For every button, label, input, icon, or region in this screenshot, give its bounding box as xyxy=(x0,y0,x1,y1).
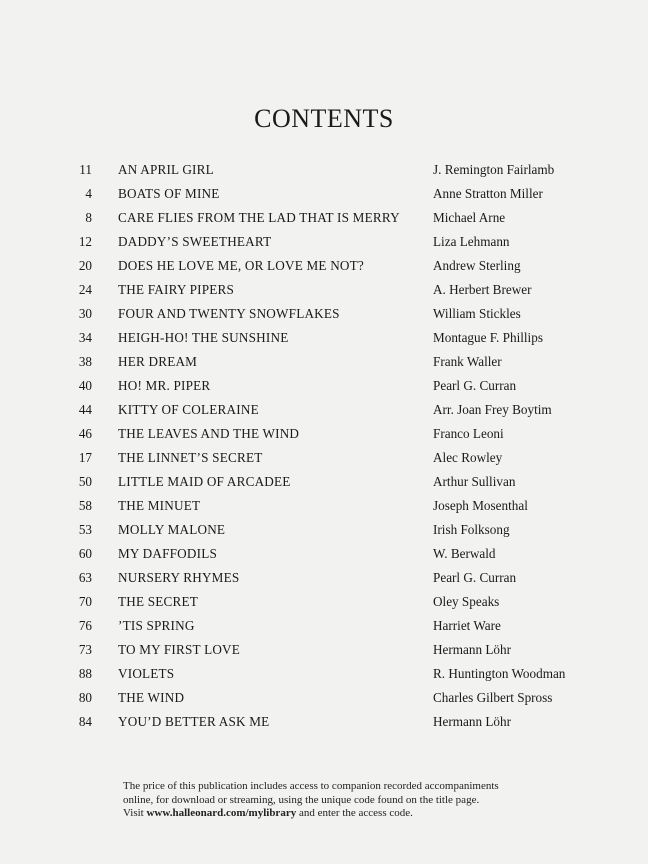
page-number: 50 xyxy=(78,474,92,489)
contents-entry[interactable] xyxy=(0,470,648,494)
contents-entry[interactable] xyxy=(0,590,648,614)
page-number: 4 xyxy=(85,186,92,201)
page-number: 11 xyxy=(79,162,92,177)
contents-entry[interactable] xyxy=(0,158,648,182)
page-number: 60 xyxy=(78,546,92,561)
page-number: 58 xyxy=(78,498,92,513)
page-number: 8 xyxy=(85,210,92,225)
song-title: BOATS OF MINE xyxy=(118,186,220,201)
contents-entry[interactable] xyxy=(0,614,648,638)
contents-list xyxy=(0,158,648,734)
song-title: THE LEAVES AND THE WIND xyxy=(118,426,300,441)
song-title: THE MINUET xyxy=(118,498,201,513)
contents-entry[interactable] xyxy=(0,206,648,230)
page-number: 76 xyxy=(78,618,92,633)
composer-name: Andrew Sterling xyxy=(433,258,521,273)
song-title: DADDY’S SWEETHEART xyxy=(118,234,272,249)
contents-entry[interactable] xyxy=(0,446,648,470)
contents-entry[interactable] xyxy=(0,278,648,302)
composer-name: Alec Rowley xyxy=(433,450,503,465)
composer-name: Joseph Mosenthal xyxy=(433,498,528,513)
song-title: THE FAIRY PIPERS xyxy=(118,282,235,297)
page-number: 53 xyxy=(78,522,92,537)
song-title: LITTLE MAID OF ARCADEE xyxy=(118,474,291,489)
page-number: 73 xyxy=(78,642,92,657)
footer-text: and enter the access code. xyxy=(296,807,413,819)
page-title: CONTENTS xyxy=(254,104,394,133)
composer-name: Liza Lehmann xyxy=(433,234,510,249)
composer-name: Harriet Ware xyxy=(433,618,501,633)
composer-name: Michael Arne xyxy=(433,210,506,225)
contents-entry[interactable] xyxy=(0,638,648,662)
contents-entry[interactable] xyxy=(0,374,648,398)
footer-line xyxy=(123,807,563,821)
library-link[interactable]: www.halleonard.com/mylibrary xyxy=(146,807,297,819)
contents-entry[interactable] xyxy=(0,686,648,710)
song-title: NURSERY RHYMES xyxy=(118,570,240,585)
page-number: 20 xyxy=(78,258,92,273)
contents-entry[interactable] xyxy=(0,254,648,278)
composer-name: R. Huntington Woodman xyxy=(433,666,566,681)
contents-entry[interactable] xyxy=(0,566,648,590)
contents-entry[interactable] xyxy=(0,494,648,518)
composer-name: Pearl G. Curran xyxy=(433,378,517,393)
page-number: 12 xyxy=(78,234,92,249)
composer-name: Anne Stratton Miller xyxy=(433,186,543,201)
composer-name: Hermann Löhr xyxy=(433,714,511,729)
page-number: 38 xyxy=(78,354,92,369)
composer-name: William Stickles xyxy=(433,306,521,321)
contents-entry[interactable] xyxy=(0,518,648,542)
song-title: HO! MR. PIPER xyxy=(118,378,211,393)
footer-text: Visit xyxy=(123,807,147,819)
song-title: THE LINNET’S SECRET xyxy=(118,450,263,465)
contents-entry[interactable] xyxy=(0,422,648,446)
song-title: AN APRIL GIRL xyxy=(118,162,214,177)
composer-name: Oley Speaks xyxy=(433,594,500,609)
contents-entry[interactable] xyxy=(0,398,648,422)
page-number: 80 xyxy=(78,690,92,705)
song-title: HEIGH-HO! THE SUNSHINE xyxy=(118,330,289,345)
composer-name: Montague F. Phillips xyxy=(433,330,543,345)
contents-entry[interactable] xyxy=(0,182,648,206)
contents-entry[interactable] xyxy=(0,350,648,374)
song-title: THE WIND xyxy=(118,690,185,705)
song-title: TO MY FIRST LOVE xyxy=(118,642,241,657)
song-title: MOLLY MALONE xyxy=(118,522,226,537)
song-title: CARE FLIES FROM THE LAD THAT IS MERRY xyxy=(118,210,400,225)
composer-name: Frank Waller xyxy=(433,354,502,369)
composer-name: Pearl G. Curran xyxy=(433,570,517,585)
song-title: HER DREAM xyxy=(118,354,198,369)
page-number: 70 xyxy=(78,594,92,609)
song-title: MY DAFFODILS xyxy=(118,546,218,561)
page-number: 24 xyxy=(78,282,92,297)
contents-entry[interactable] xyxy=(0,302,648,326)
contents-entry[interactable] xyxy=(0,662,648,686)
composer-name: Irish Folksong xyxy=(433,522,510,537)
composer-name: Hermann Löhr xyxy=(433,642,511,657)
song-title: FOUR AND TWENTY SNOWFLAKES xyxy=(118,306,340,321)
footer-note xyxy=(123,780,563,821)
page-number: 34 xyxy=(78,330,92,345)
composer-name: A. Herbert Brewer xyxy=(433,282,532,297)
song-title: VIOLETS xyxy=(118,666,175,681)
footer-line: online, for download or streaming, using the unique code found on the title page. xyxy=(123,793,480,806)
contents-entry[interactable] xyxy=(0,326,648,350)
song-title: DOES HE LOVE ME, OR LOVE ME NOT? xyxy=(118,258,364,273)
song-title: THE SECRET xyxy=(118,594,199,609)
song-title: KITTY OF COLERAINE xyxy=(118,402,259,417)
page-number: 40 xyxy=(78,378,92,393)
page-number: 88 xyxy=(78,666,92,681)
page-number: 44 xyxy=(78,402,92,417)
page-number: 17 xyxy=(78,450,92,465)
song-title: ’TIS SPRING xyxy=(118,618,195,633)
page-number: 30 xyxy=(78,306,92,321)
contents-entry[interactable] xyxy=(0,542,648,566)
contents-entry[interactable] xyxy=(0,230,648,254)
composer-name: W. Berwald xyxy=(433,546,496,561)
song-title: YOU’D BETTER ASK ME xyxy=(118,714,270,729)
composer-name: Arr. Joan Frey Boytim xyxy=(433,402,552,417)
composer-name: Franco Leoni xyxy=(433,426,504,441)
footer-line: The price of this publication includes access to companion recorded accompaniments xyxy=(123,780,499,792)
page-number: 63 xyxy=(78,570,92,585)
contents-entry[interactable] xyxy=(0,710,648,734)
composer-name: J. Remington Fairlamb xyxy=(433,162,555,177)
composer-name: Charles Gilbert Spross xyxy=(433,690,553,705)
page-number: 46 xyxy=(78,426,92,441)
page-number: 84 xyxy=(78,714,92,729)
composer-name: Arthur Sullivan xyxy=(433,474,516,489)
